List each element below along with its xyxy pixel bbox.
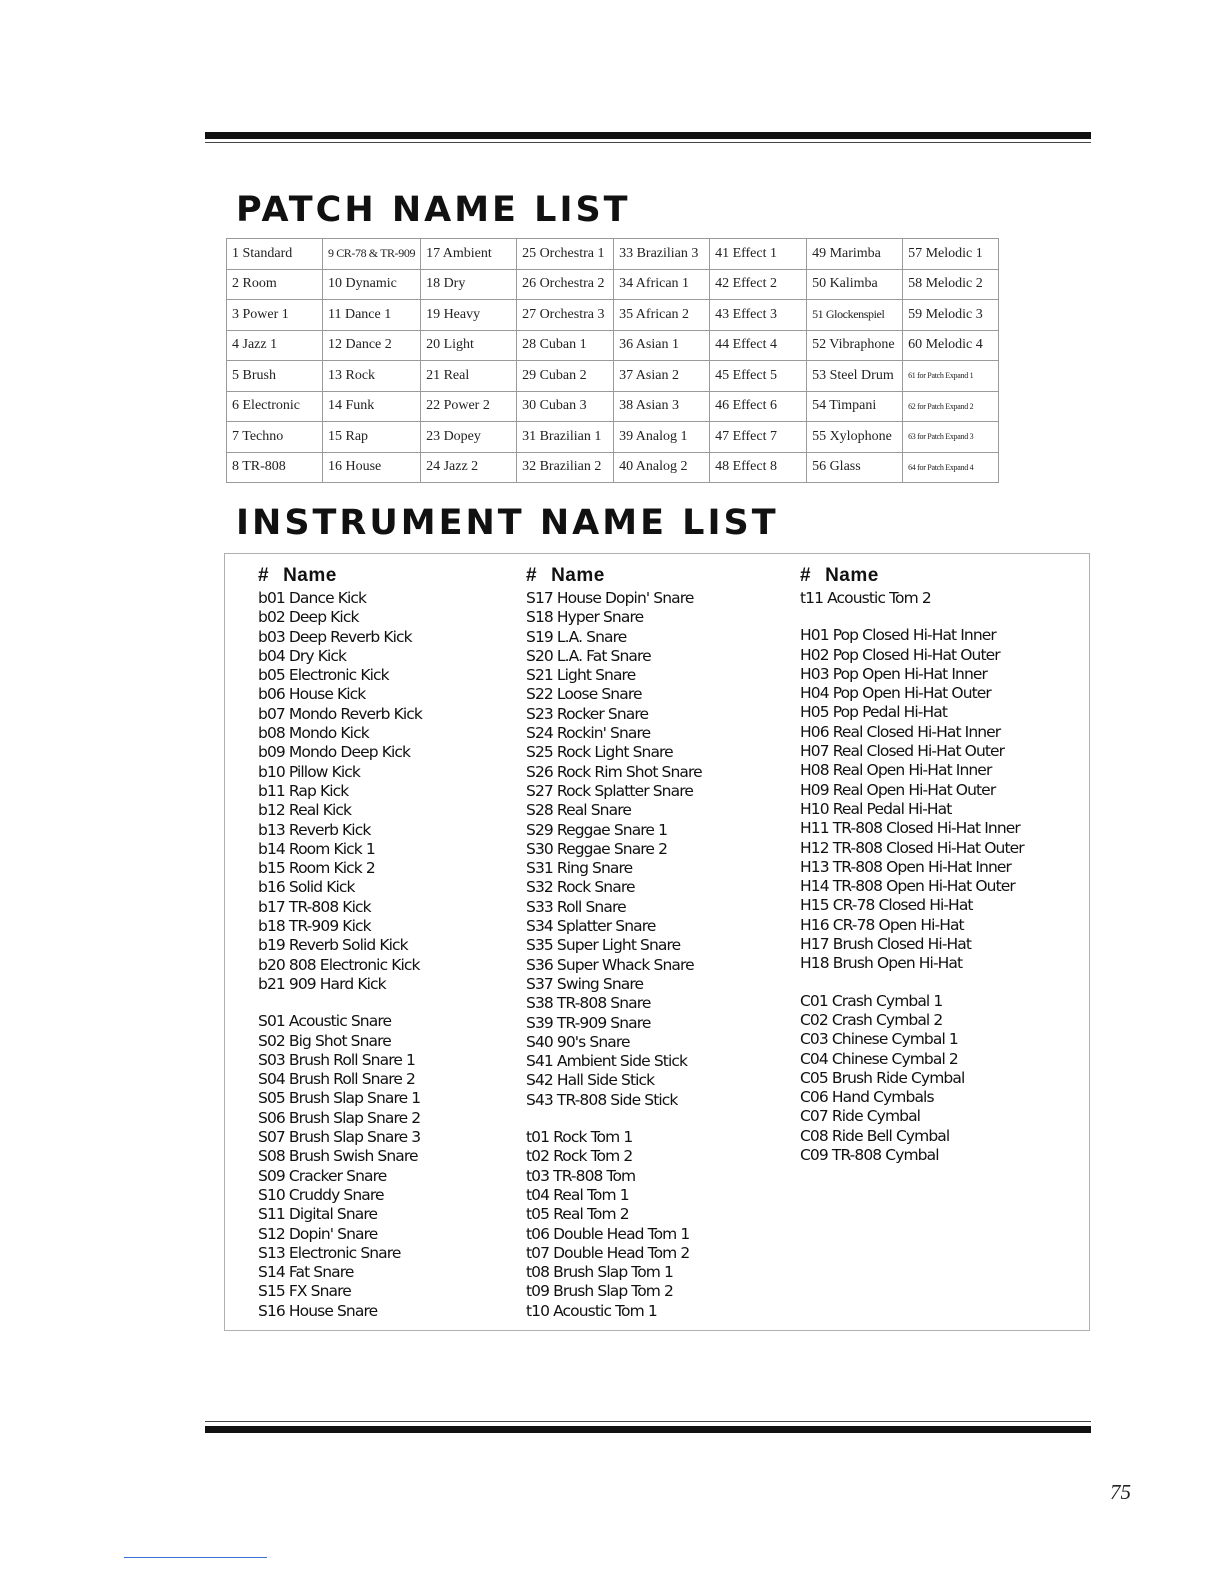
patch-table [226,238,999,483]
instrument-item: S25 Rock Light Snare [526,743,673,762]
instrument-column-2 [526,563,702,1321]
instrument-item: S43 TR-808 Side Stick [526,1090,678,1109]
instrument-item: b11 Rap Kick [258,781,349,800]
patch-cell: 52 Vibraphone [807,330,903,361]
instrument-item: H15 CR-78 Closed Hi-Hat [800,896,973,915]
patch-cell: 28 Cuban 1 [517,330,614,361]
instrument-item: b15 Room Kick 2 [258,859,375,878]
instrument-item: S19 L.A. Snare [526,627,627,646]
instrument-item: t07 Double Head Tom 2 [526,1243,690,1262]
patch-cell: 12 Dance 2 [323,330,421,361]
instrument-item: C04 Chinese Cymbal 2 [800,1049,958,1068]
instrument-item: S42 Hall Side Stick [526,1071,655,1090]
instrument-item: b07 Mondo Reverb Kick [258,704,422,723]
instrument-item: b13 Reverb Kick [258,820,371,839]
patch-cell: 32 Brazilian 2 [517,452,614,483]
instrument-item: b05 Electronic Kick [258,666,389,685]
patch-cell: 7 Techno [227,422,323,453]
instrument-item: H09 Real Open Hi-Hat Outer [800,780,996,799]
list-spacer [526,1110,702,1128]
instrument-item: b04 Dry Kick [258,646,347,665]
instrument-item: S05 Brush Slap Snare 1 [258,1089,421,1108]
instrument-item: H17 Brush Closed Hi-Hat [800,935,972,954]
instrument-item: t05 Real Tom 2 [526,1205,629,1224]
patch-cell: 33 Brazilian 3 [614,239,710,270]
patch-row [227,361,999,392]
instrument-item: S13 Electronic Snare [258,1243,401,1262]
instrument-item: S37 Swing Snare [526,974,644,993]
instrument-item: S02 Big Shot Snare [258,1031,391,1050]
patch-cell: 26 Orchestra 2 [517,269,614,300]
instrument-item: C05 Brush Ride Cymbal [800,1068,965,1087]
patch-cell: 43 Effect 3 [710,300,807,331]
patch-cell: 37 Asian 2 [614,361,710,392]
patch-cell: 17 Ambient [421,239,517,270]
patch-cell: 51 Glockenspiel [807,300,903,331]
instrument-item: b03 Deep Reverb Kick [258,627,412,646]
instrument-item: S31 Ring Snare [526,859,633,878]
instrument-item: S36 Super Whack Snare [526,955,694,974]
patch-row [227,422,999,453]
patch-cell: 10 Dynamic [323,269,421,300]
instrument-item: H11 TR-808 Closed Hi-Hat Inner [800,819,1020,838]
instrument-item: b19 Reverb Solid Kick [258,936,408,955]
instrument-item: C01 Crash Cymbal 1 [800,991,943,1010]
instrument-item: S12 Dopin' Snare [258,1224,378,1243]
patch-cell: 8 TR-808 [227,452,323,483]
patch-cell: 13 Rock [323,361,421,392]
patch-cell: 20 Light [421,330,517,361]
instrument-item: S17 House Dopin' Snare [526,589,694,607]
instrument-item: S35 Super Light Snare [526,936,681,955]
instrument-item: S06 Brush Slap Snare 2 [258,1108,421,1127]
instrument-item: t11 Acoustic Tom 2 [800,589,931,607]
bottom-rule-thin [205,1421,1091,1422]
instrument-item: t03 TR-808 Tom [526,1166,636,1185]
instrument-item: t01 Rock Tom 1 [526,1128,633,1147]
instrument-item: S07 Brush Slap Snare 3 [258,1128,421,1147]
instrument-item: H06 Real Closed Hi-Hat Inner [800,722,1001,741]
patch-cell: 30 Cuban 3 [517,391,614,422]
instrument-item: H18 Brush Open Hi-Hat [800,954,963,973]
instrument-item: H14 TR-808 Open Hi-Hat Outer [800,877,1015,896]
patch-cell: 24 Jazz 2 [421,452,517,483]
instrument-item: C06 Hand Cymbals [800,1088,934,1107]
instrument-item: b12 Real Kick [258,801,352,820]
instrument-item: S38 TR-808 Snare [526,994,651,1013]
instrument-item: b02 Deep Kick [258,608,359,627]
patch-row [227,330,999,361]
instrument-item: C03 Chinese Cymbal 1 [800,1030,958,1049]
instrument-item: S34 Splatter Snare [526,917,656,936]
patch-cell: 62 for Patch Expand 2 [903,391,999,422]
instrument-item: S26 Rock Rim Shot Snare [526,762,702,781]
instrument-item: S14 Fat Snare [258,1263,354,1282]
patch-cell: 35 African 2 [614,300,710,331]
instrument-item: t10 Acoustic Tom 1 [526,1301,657,1320]
instrument-item: b17 TR-808 Kick [258,897,371,916]
patch-cell: 4 Jazz 1 [227,330,323,361]
patch-cell: 60 Melodic 4 [903,330,999,361]
patch-cell: 1 Standard [227,239,323,270]
instrument-item: C07 Ride Cymbal [800,1107,921,1126]
column-header-hash: # [800,565,812,586]
instrument-item: S32 Rock Snare [526,878,635,897]
instrument-item: S24 Rockin' Snare [526,724,651,743]
patch-cell: 11 Dance 1 [323,300,421,331]
patch-cell: 56 Glass [807,452,903,483]
patch-cell: 40 Analog 2 [614,452,710,483]
instrument-item: H12 TR-808 Closed Hi-Hat Outer [800,838,1024,857]
patch-cell: 39 Analog 1 [614,422,710,453]
instrument-item: H13 TR-808 Open Hi-Hat Inner [800,857,1011,876]
instrument-item: H10 Real Pedal Hi-Hat [800,799,952,818]
patch-cell: 5 Brush [227,361,323,392]
patch-row [227,452,999,483]
instrument-item: S15 FX Snare [258,1282,351,1301]
patch-cell: 41 Effect 1 [710,239,807,270]
patch-row [227,300,999,331]
instrument-item: S40 90's Snare [526,1032,630,1051]
instrument-column-1 [258,563,422,1321]
page-number: 75 [1110,1480,1131,1504]
column-header-name: Name [283,565,337,586]
patch-cell: 63 for Patch Expand 3 [903,422,999,453]
instrument-item: S18 Hyper Snare [526,608,644,627]
patch-cell: 53 Steel Drum [807,361,903,392]
instrument-item: S29 Reggae Snare 1 [526,820,668,839]
column-header-hash: # [258,565,270,586]
patch-cell: 55 Xylophone [807,422,903,453]
patch-cell: 19 Heavy [421,300,517,331]
column-header [258,563,422,589]
instrument-item: H03 Pop Open Hi-Hat Inner [800,664,988,683]
instrument-item: S39 TR-909 Snare [526,1013,651,1032]
patch-cell: 36 Asian 1 [614,330,710,361]
instrument-column-3 [800,563,1024,1165]
instrument-item: S16 House Snare [258,1301,378,1320]
patch-cell: 31 Brazilian 1 [517,422,614,453]
patch-row [227,239,999,270]
column-header-hash: # [526,565,538,586]
instrument-item: S28 Real Snare [526,801,631,820]
patch-row [227,269,999,300]
column-header-name: Name [551,565,605,586]
column-header [526,563,702,589]
instrument-item: S11 Digital Snare [258,1205,378,1224]
instrument-item: S21 Light Snare [526,666,636,685]
instrument-item: S03 Brush Roll Snare 1 [258,1050,415,1069]
instrument-item: S08 Brush Swish Snare [258,1147,418,1166]
list-spacer [800,974,1024,992]
patch-cell: 34 African 1 [614,269,710,300]
instrument-item: t08 Brush Slap Tom 1 [526,1263,673,1282]
instrument-item: C02 Crash Cymbal 2 [800,1010,943,1029]
patch-cell: 38 Asian 3 [614,391,710,422]
instrument-item: t06 Double Head Tom 1 [526,1224,690,1243]
column-header-name: Name [825,565,879,586]
instrument-item: S20 L.A. Fat Snare [526,646,651,665]
instrument-item: H05 Pop Pedal Hi-Hat [800,703,948,722]
instrument-item: b16 Solid Kick [258,878,355,897]
instrument-item: H02 Pop Closed Hi-Hat Outer [800,645,1000,664]
instrument-item: H04 Pop Open Hi-Hat Outer [800,684,991,703]
instrument-item: t09 Brush Slap Tom 2 [526,1282,673,1301]
instrument-item: S30 Reggae Snare 2 [526,839,668,858]
instrument-item: S01 Acoustic Snare [258,1012,392,1031]
instrument-item: H07 Real Closed Hi-Hat Outer [800,742,1005,761]
patch-cell: 57 Melodic 1 [903,239,999,270]
patch-cell: 47 Effect 7 [710,422,807,453]
instrument-item: b21 909 Hard Kick [258,974,386,993]
instrument-item: H08 Real Open Hi-Hat Inner [800,761,992,780]
instrument-name-list-title: INSTRUMENT NAME LIST [236,503,779,543]
instrument-item: S09 Cracker Snare [258,1166,387,1185]
instrument-item: b06 House Kick [258,685,366,704]
top-rule-thin [205,142,1091,143]
patch-cell: 54 Timpani [807,391,903,422]
instrument-item: S22 Loose Snare [526,685,642,704]
patch-cell: 14 Funk [323,391,421,422]
instrument-item: S33 Roll Snare [526,897,626,916]
bottom-rule-thick [205,1426,1091,1433]
instrument-item: b10 Pillow Kick [258,762,360,781]
instrument-item: S27 Rock Splatter Snare [526,781,693,800]
patch-cell: 18 Dry [421,269,517,300]
patch-cell: 25 Orchestra 1 [517,239,614,270]
footer-link-underline [124,1557,267,1558]
patch-cell: 44 Effect 4 [710,330,807,361]
list-spacer [258,994,422,1012]
list-spacer [800,608,1024,626]
instrument-item: H01 Pop Closed Hi-Hat Inner [800,626,996,645]
patch-cell: 50 Kalimba [807,269,903,300]
instrument-item: C09 TR-808 Cymbal [800,1146,939,1165]
patch-cell: 58 Melodic 2 [903,269,999,300]
patch-cell: 27 Orchestra 3 [517,300,614,331]
instrument-item: b20 808 Electronic Kick [258,955,420,974]
patch-cell: 22 Power 2 [421,391,517,422]
patch-cell: 9 CR-78 & TR-909 [323,239,421,270]
patch-cell: 49 Marimba [807,239,903,270]
patch-cell: 16 House [323,452,421,483]
patch-cell: 46 Effect 6 [710,391,807,422]
top-rule-thick [205,132,1091,139]
patch-cell: 23 Dopey [421,422,517,453]
instrument-item: S23 Rocker Snare [526,704,649,723]
instrument-item: S04 Brush Roll Snare 2 [258,1070,415,1089]
instrument-item: t02 Rock Tom 2 [526,1147,633,1166]
patch-cell: 61 for Patch Expand 1 [903,361,999,392]
instrument-item: b14 Room Kick 1 [258,839,375,858]
instrument-item: C08 Ride Bell Cymbal [800,1126,950,1145]
patch-cell: 3 Power 1 [227,300,323,331]
patch-cell: 48 Effect 8 [710,452,807,483]
instrument-item: S10 Cruddy Snare [258,1185,384,1204]
patch-cell: 45 Effect 5 [710,361,807,392]
instrument-item: t04 Real Tom 1 [526,1185,629,1204]
patch-cell: 42 Effect 2 [710,269,807,300]
instrument-item: b09 Mondo Deep Kick [258,743,411,762]
instrument-item: H16 CR-78 Open Hi-Hat [800,915,964,934]
patch-cell: 21 Real [421,361,517,392]
patch-row [227,391,999,422]
instrument-item: b08 Mondo Kick [258,724,369,743]
patch-name-list-title: PATCH NAME LIST [236,190,631,230]
patch-cell: 15 Rap [323,422,421,453]
column-header [800,563,1024,589]
patch-cell: 59 Melodic 3 [903,300,999,331]
patch-cell: 64 for Patch Expand 4 [903,452,999,483]
patch-cell: 29 Cuban 2 [517,361,614,392]
patch-cell: 6 Electronic [227,391,323,422]
instrument-item: b01 Dance Kick [258,589,367,607]
instrument-item: b18 TR-909 Kick [258,917,371,936]
instrument-item: S41 Ambient Side Stick [526,1052,688,1071]
patch-cell: 2 Room [227,269,323,300]
